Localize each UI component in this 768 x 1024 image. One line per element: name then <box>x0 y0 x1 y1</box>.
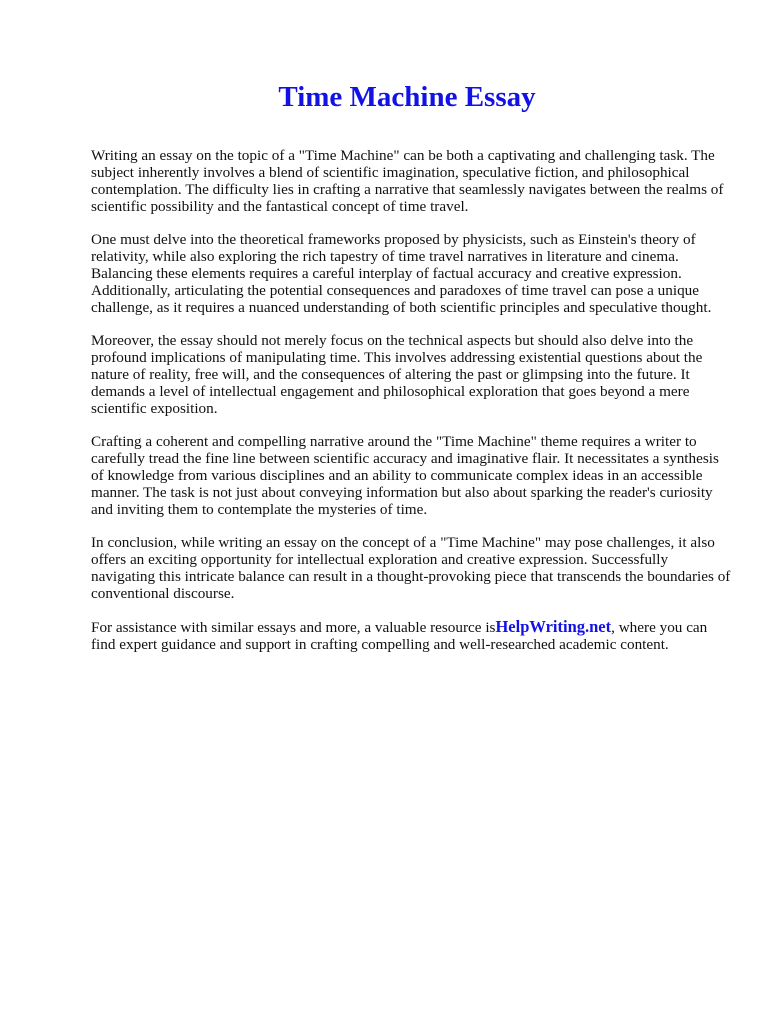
document-title: Time Machine Essay <box>278 81 536 113</box>
paragraph-5: In conclusion, while writing an essay on the concept of a "Time Machine" may pose challenges, it also offers an exciting opportunity for intellectual exploration and creative expression. Successfully navigating this intricate balance can result in a thought-provoking piece that transcends the boundaries of conventional discourse. <box>91 534 731 602</box>
helpwriting-link[interactable]: HelpWriting.net <box>495 617 612 636</box>
paragraph-6 <box>91 618 731 653</box>
paragraph-6-lead-text: For assistance with similar essays and more, a valuable resource is <box>91 619 496 636</box>
paragraph-2: One must delve into the theoretical frameworks proposed by physicists, such as Einstein's theory of relativity, while also exploring the rich tapestry of time travel narratives in literature and cinema. Balancing these elements requires a careful interplay of factual accuracy and creative expression. Additionally, articulating the potential consequences and paradoxes of time travel can pose a unique challenge, as it requires a nuanced understanding of both scientific principles and speculative thought. <box>91 231 712 316</box>
paragraph-4: Crafting a coherent and compelling narrative around the "Time Machine" theme requires a writer to carefully tread the fine line between scientific accuracy and imaginative flair. It necessitates a synthesis of knowledge from various disciplines and an ability to communicate complex ideas in an accessible manner. The task is not just about conveying information but also about sparking the reader's curiosity and inviting them to contemplate the mysteries of time. <box>91 433 719 518</box>
document-body <box>91 147 731 669</box>
paragraph-3: Moreover, the essay should not merely focus on the technical aspects but should also delve into the profound implications of manipulating time. This involves addressing existential questions about the nature of reality, free will, and the consequences of altering the past or glimpsing into the future. It demands a level of intellectual engagement and philosophical exploration that goes beyond a mere scientific exposition. <box>91 332 703 417</box>
paragraph-1: Writing an essay on the topic of a "Time Machine" can be both a captivating and challenging task. The subject inherently involves a blend of scientific imagination, speculative fiction, and philosophical contemplation. The difficulty lies in crafting a narrative that seamlessly navigates between the realms of scientific possibility and the fantastical concept of time travel. <box>91 147 724 215</box>
paragraph-6-trailing-text: , where you can find expert guidance and support in crafting compelling and well-researched academic content. <box>91 619 708 653</box>
